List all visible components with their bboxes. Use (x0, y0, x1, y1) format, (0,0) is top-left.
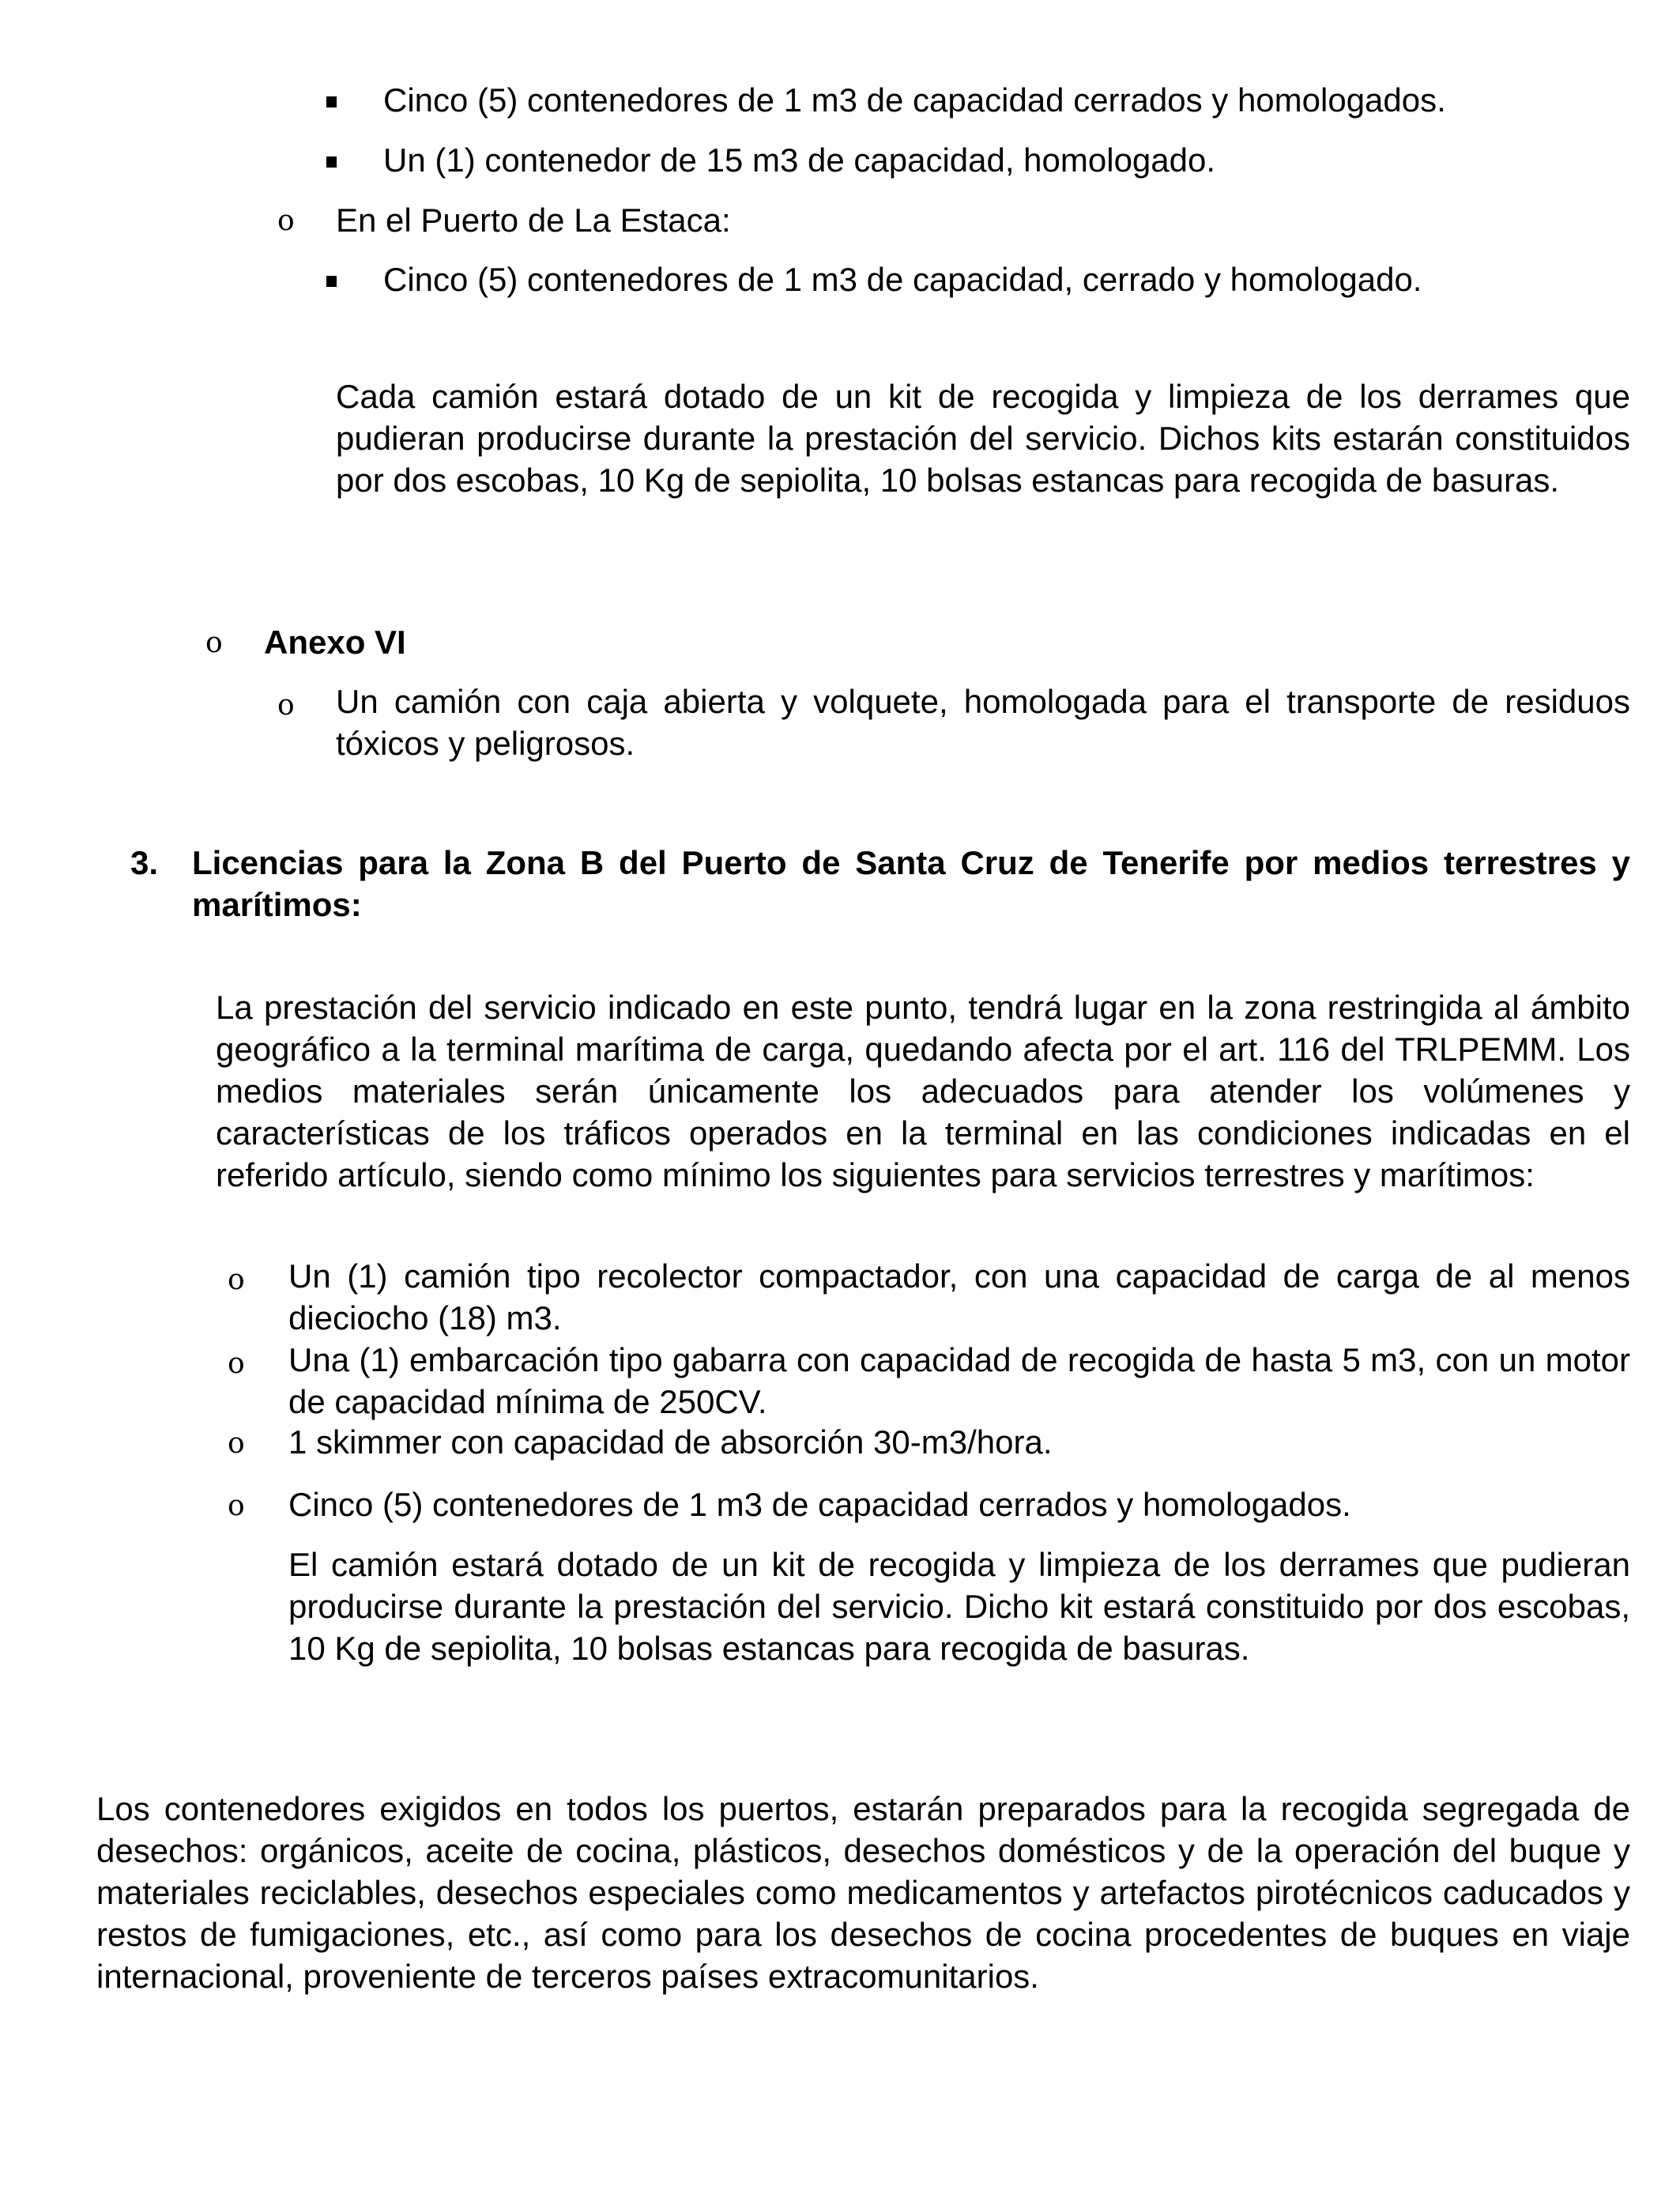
circle-bullet-icon: o (277, 689, 295, 722)
circle-bullet-icon: o (228, 1490, 245, 1522)
annex-title: Anexo VI (264, 624, 406, 661)
list-item: Un (1) contenedor de 15 m3 de capacidad, homologado. (383, 141, 1216, 179)
circle-bullet-icon: o (228, 1348, 245, 1380)
truck-kit-paragraph: Cada camión estará dotado de un kit de recogida y limpieza de los derrames que pudieran producirse durante la prestación del servicio. Dichos kits estarán constituidos por dos escobas, 10 Kg de sepiolita, 10 bolsas estancas para recogida de basuras. (336, 378, 1630, 499)
circle-bullet-icon: o (228, 1264, 245, 1296)
section-intro-paragraph: La prestación del servicio indicado en este punto, tendrá lugar en la zona restringida al ámbito geográfico a la terminal marítima de carga, quedando afecta por el art. 116 del TRLPEMM. Los medios materiales serán únicamente los adecuados para atender los volúmenes y características de los tráficos operados en la terminal en las condiciones indicadas en el referido artículo, siendo como mínimo los siguientes para servicios terrestres y marítimos: (216, 989, 1630, 1193)
list-item: Cinco (5) contenedores de 1 m3 de capacidad, cerrado y homologado. (383, 261, 1422, 298)
square-bullet-icon (326, 96, 337, 107)
closing-paragraph: Los contenedores exigidos en todos los puertos, estarán preparados para la recogida segregada de desechos: orgánicos, aceite de cocina, plásticos, desechos domésticos y de la operación del buque y materiales reciclables, desechos especiales como medicamentos y artefactos pirotécnicos caducados y restos de fumigaciones, etc., así como para los desechos de cocina procedentes de buques en viaje internacional, proveniente de terceros países extracomunitarios. (96, 1790, 1630, 1995)
circle-bullet-icon: o (228, 1427, 245, 1460)
list-item: Un (1) camión tipo recolector compactador, con una capacidad de carga de al menos dieciocho (18) m3. (288, 1257, 1630, 1336)
circle-bullet-icon: o (205, 627, 223, 659)
annex-item: Un camión con caja abierta y volquete, homologada para el transporte de residuos tóxicos y peligrosos. (336, 683, 1630, 762)
list-item: 1 skimmer con capacidad de absorción 30-m3/hora. (288, 1423, 1053, 1461)
section-title: Licencias para la Zona B del Puerto de Santa Cruz de Tenerife por medios terrestres y marítimos: (192, 844, 1630, 923)
list-item: Cinco (5) contenedores de 1 m3 de capacidad cerrados y homologados. (288, 1486, 1351, 1523)
port-heading: En el Puerto de La Estaca: (336, 202, 731, 239)
section-number: 3. (130, 844, 159, 881)
list-item: Cinco (5) contenedores de 1 m3 de capacidad cerrados y homologados. (383, 81, 1446, 119)
square-bullet-icon (326, 156, 337, 168)
circle-bullet-icon: o (277, 205, 295, 237)
list-item: Una (1) embarcación tipo gabarra con capacidad de recogida de hasta 5 m3, con un motor de capacidad mínima de 250CV. (288, 1341, 1630, 1420)
truck-kit-paragraph: El camión estará dotado de un kit de recogida y limpieza de los derrames que pudieran producirse durante la prestación del servicio. Dicho kit estará constituido por dos escobas, 10 Kg de sepiolita, 10 bolsas estancas para recogida de basuras. (288, 1546, 1630, 1667)
square-bullet-icon (326, 276, 337, 287)
